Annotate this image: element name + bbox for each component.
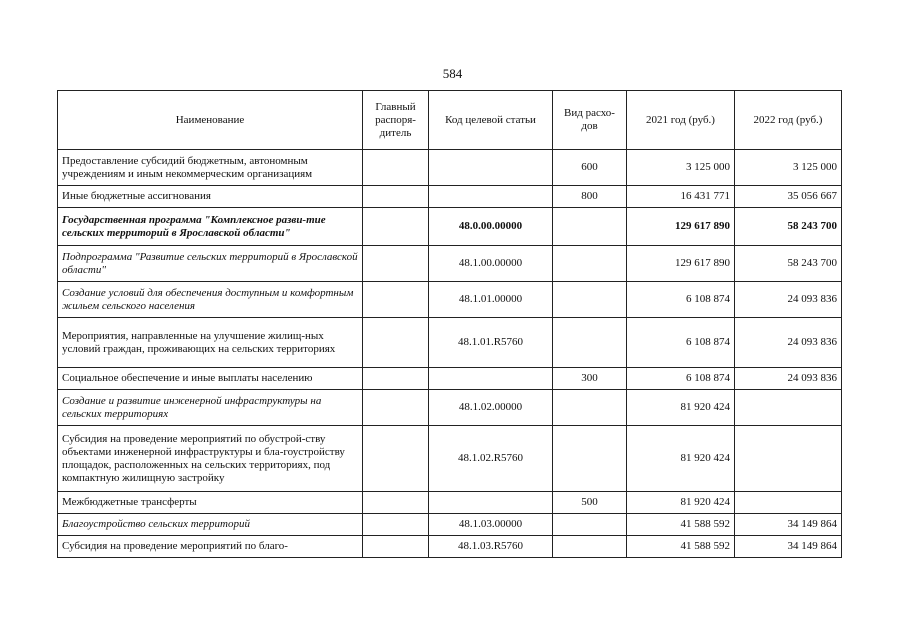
cell-code: 48.1.03.R5760: [429, 536, 553, 558]
header-2021: 2021 год (руб.): [627, 91, 735, 150]
cell-manager: [363, 318, 429, 368]
cell-code: [429, 150, 553, 186]
cell-2021: 6 108 874: [627, 368, 735, 390]
cell-2022: 34 149 864: [735, 514, 842, 536]
cell-expense-type: [553, 536, 627, 558]
page-number: 584: [442, 66, 463, 81]
cell-name: Государственная программа "Комплексное разви-тие сельских территорий в Ярославской области": [58, 208, 363, 246]
cell-expense-type: 600: [553, 150, 627, 186]
cell-expense-type: [553, 208, 627, 246]
cell-name: Субсидия на проведение мероприятий по благо-: [58, 536, 363, 558]
table-row: [58, 208, 842, 246]
header-manager: Главный распоря-дитель: [363, 91, 429, 150]
cell-2021: 41 588 592: [627, 536, 735, 558]
cell-name: Социальное обеспечение и иные выплаты населению: [58, 368, 363, 390]
cell-expense-type: [553, 318, 627, 368]
cell-manager: [363, 246, 429, 282]
cell-manager: [363, 426, 429, 492]
cell-manager: [363, 390, 429, 426]
table-row: [58, 186, 842, 208]
cell-name: Межбюджетные трансферты: [58, 492, 363, 514]
table-row: [58, 492, 842, 514]
cell-manager: [363, 492, 429, 514]
cell-2021: 81 920 424: [627, 390, 735, 426]
cell-name: Создание и развитие инженерной инфраструктуры на сельских территориях: [58, 390, 363, 426]
table-body: [58, 150, 842, 558]
cell-code: 48.1.02.00000: [429, 390, 553, 426]
cell-expense-type: 800: [553, 186, 627, 208]
table-row: [58, 536, 842, 558]
cell-2021: 129 617 890: [627, 246, 735, 282]
cell-expense-type: [553, 390, 627, 426]
cell-code: 48.1.02.R5760: [429, 426, 553, 492]
cell-expense-type: [553, 514, 627, 536]
header-code: Код целевой статьи: [429, 91, 553, 150]
table-row: [58, 368, 842, 390]
cell-code: 48.1.03.00000: [429, 514, 553, 536]
header-name: Наименование: [58, 91, 363, 150]
budget-table: [57, 90, 842, 558]
cell-code: [429, 492, 553, 514]
cell-code: [429, 368, 553, 390]
table-row: [58, 514, 842, 536]
cell-2022: 58 243 700: [735, 208, 842, 246]
cell-manager: [363, 536, 429, 558]
cell-name: Мероприятия, направленные на улучшение жилищ-ных условий граждан, проживающих на сельских территориях: [58, 318, 363, 368]
cell-name: Создание условий для обеспечения доступным и комфортным жильем сельского населения: [58, 282, 363, 318]
cell-code: 48.1.01.R5760: [429, 318, 553, 368]
cell-name: Благоустройство сельских территорий: [58, 514, 363, 536]
header-2022: 2022 год (руб.): [735, 91, 842, 150]
cell-name: Иные бюджетные ассигнования: [58, 186, 363, 208]
cell-2021: 41 588 592: [627, 514, 735, 536]
cell-2021: 6 108 874: [627, 282, 735, 318]
cell-2022: 24 093 836: [735, 368, 842, 390]
cell-2022: [735, 492, 842, 514]
header-expense-type: Вид расхо-дов: [553, 91, 627, 150]
cell-expense-type: [553, 426, 627, 492]
cell-2021: 129 617 890: [627, 208, 735, 246]
cell-2022: 24 093 836: [735, 282, 842, 318]
cell-2022: [735, 426, 842, 492]
cell-2022: 35 056 667: [735, 186, 842, 208]
cell-2022: 24 093 836: [735, 318, 842, 368]
table-row: [58, 150, 842, 186]
cell-expense-type: [553, 246, 627, 282]
cell-manager: [363, 282, 429, 318]
cell-code: [429, 186, 553, 208]
cell-2021: 6 108 874: [627, 318, 735, 368]
cell-2021: 3 125 000: [627, 150, 735, 186]
table-row: [58, 246, 842, 282]
cell-expense-type: 500: [553, 492, 627, 514]
cell-code: 48.1.01.00000: [429, 282, 553, 318]
table-row: [58, 282, 842, 318]
cell-name: Подпрограмма "Развитие сельских территорий в Ярославской области": [58, 246, 363, 282]
cell-2022: 34 149 864: [735, 536, 842, 558]
cell-manager: [363, 208, 429, 246]
cell-manager: [363, 368, 429, 390]
cell-2022: 3 125 000: [735, 150, 842, 186]
cell-manager: [363, 186, 429, 208]
cell-2022: [735, 390, 842, 426]
cell-name: Предоставление субсидий бюджетным, автономным учреждениям и иным некоммерческим организациям: [58, 150, 363, 186]
table-row: [58, 426, 842, 492]
cell-name: Субсидия на проведение мероприятий по обустрой-ству объектами инженерной инфраструктуры и бла-гоустройству площадок, расположенных на сельских территориях, под компактную жилищную застройку: [58, 426, 363, 492]
table-header-row: [58, 91, 842, 150]
table-row: [58, 390, 842, 426]
cell-2021: 16 431 771: [627, 186, 735, 208]
cell-code: 48.0.00.00000: [429, 208, 553, 246]
cell-manager: [363, 514, 429, 536]
cell-2021: 81 920 424: [627, 426, 735, 492]
cell-code: 48.1.00.00000: [429, 246, 553, 282]
cell-expense-type: 300: [553, 368, 627, 390]
table-row: [58, 318, 842, 368]
cell-2022: 58 243 700: [735, 246, 842, 282]
cell-2021: 81 920 424: [627, 492, 735, 514]
cell-manager: [363, 150, 429, 186]
cell-expense-type: [553, 282, 627, 318]
